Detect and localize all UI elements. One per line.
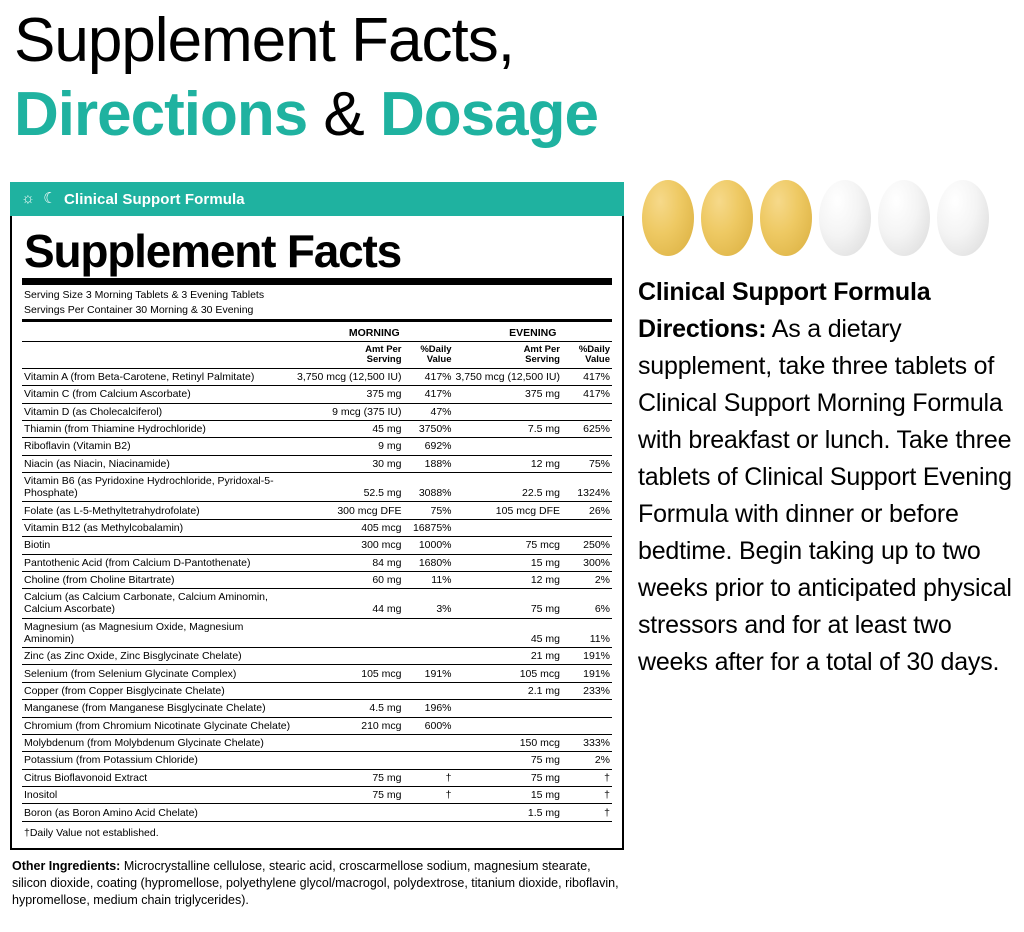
headline-line-1: Supplement Facts, — [14, 6, 514, 75]
morning-amount: 45 mg — [295, 420, 403, 437]
morning-daily-value: 692% — [404, 438, 454, 455]
table-row — [22, 648, 612, 665]
table-row — [22, 438, 612, 455]
nutrient-name: Copper (from Copper Bisglycinate Chelate) — [22, 682, 295, 699]
evening-amount — [454, 403, 562, 420]
table-row — [22, 502, 612, 519]
evening-daily-value — [562, 700, 612, 717]
tablet-images — [638, 180, 1016, 256]
morning-amount: 75 mg — [295, 787, 403, 804]
evening-daily-value: 6% — [562, 589, 612, 618]
header-dv-line2-evening: Value — [585, 354, 610, 366]
morning-amount — [295, 804, 403, 821]
morning-daily-value — [404, 648, 454, 665]
header-morning-dv — [404, 342, 454, 368]
evening-daily-value — [562, 519, 612, 536]
nutrient-name: Citrus Bioflavonoid Extract — [22, 769, 295, 786]
nutrient-name: Choline (from Choline Bitartrate) — [22, 571, 295, 588]
morning-daily-value: 1680% — [404, 554, 454, 571]
evening-daily-value — [562, 717, 612, 734]
morning-daily-value: 3750% — [404, 420, 454, 437]
table-row — [22, 734, 612, 751]
evening-daily-value: † — [562, 804, 612, 821]
evening-daily-value: 417% — [562, 368, 612, 385]
evening-daily-value: 1324% — [562, 473, 612, 502]
supplement-facts-box — [10, 216, 624, 850]
nutrient-name: Vitamin B12 (as Methylcobalamin) — [22, 519, 295, 536]
directions-text — [638, 274, 1016, 681]
evening-amount: 150 mcg — [454, 734, 562, 751]
evening-amount: 12 mg — [454, 571, 562, 588]
evening-amount — [454, 519, 562, 536]
table-row — [22, 368, 612, 385]
other-ingredients-text: Microcrystalline cellulose, stearic acid, croscarmellose sodium, magnesium stearate, silicon dioxide, coating (hypromellose, polyethylene glycol/macrogol, polydextrose, titanium dioxide, riboflavin, hypromellose, medium chain triglycerides). — [12, 858, 619, 907]
morning-amount: 60 mg — [295, 571, 403, 588]
morning-amount: 84 mg — [295, 554, 403, 571]
directions-title: Clinical Support Formula Directions: — [638, 278, 931, 343]
morning-daily-value: 3% — [404, 589, 454, 618]
header-evening-dv — [562, 342, 612, 368]
content-area — [0, 152, 1024, 909]
nutrient-name: Calcium (as Calcium Carbonate, Calcium Aminomin, Calcium Ascorbate) — [22, 589, 295, 618]
morning-daily-value: 191% — [404, 665, 454, 682]
evening-amount: 75 mg — [454, 769, 562, 786]
evening-amount: 15 mg — [454, 554, 562, 571]
morning-amount: 75 mg — [295, 769, 403, 786]
nutrient-name: Riboflavin (Vitamin B2) — [22, 438, 295, 455]
morning-amount: 9 mg — [295, 438, 403, 455]
table-row — [22, 386, 612, 403]
evening-daily-value — [562, 438, 612, 455]
header-dv-line1-evening: %Daily — [578, 343, 610, 355]
other-ingredients-label: Other Ingredients: — [12, 858, 121, 873]
nutrient-name: Vitamin D (as Cholecalciferol) — [22, 403, 295, 420]
header-dv-line2: Value — [426, 354, 452, 366]
tablet-gold-2 — [701, 180, 753, 256]
clinical-support-formula-label: Clinical Support Formula — [64, 190, 245, 208]
nutrient-name: Magnesium (as Magnesium Oxide, Magnesium Aminomin) — [22, 618, 295, 647]
table-row — [22, 665, 612, 682]
morning-daily-value: 188% — [404, 455, 454, 472]
evening-daily-value: 333% — [562, 734, 612, 751]
header-amt-line1-evening: Amt Per — [523, 343, 560, 355]
tablet-gold-3 — [760, 180, 812, 256]
morning-amount: 405 mcg — [295, 519, 403, 536]
morning-daily-value: 16875% — [404, 519, 454, 536]
moon-icon: ☾ — [43, 190, 57, 207]
nutrient-name: Pantothenic Acid (from Calcium D-Pantothenate) — [22, 554, 295, 571]
morning-amount: 44 mg — [295, 589, 403, 618]
nutrient-name: Thiamin (from Thiamine Hydrochloride) — [22, 420, 295, 437]
headline-directions: Directions — [14, 80, 308, 149]
evening-daily-value: 11% — [562, 618, 612, 647]
morning-daily-value: 75% — [404, 502, 454, 519]
morning-daily-value: 47% — [404, 403, 454, 420]
nutrient-name: Vitamin A (from Beta-Carotene, Retinyl Palmitate) — [22, 368, 295, 385]
evening-amount: 105 mcg — [454, 665, 562, 682]
header-amt-line1: Amt Per — [365, 343, 402, 355]
evening-amount: 75 mcg — [454, 537, 562, 554]
evening-daily-value: † — [562, 769, 612, 786]
nutrient-name: Vitamin B6 (as Pyridoxine Hydrochloride, Pyridoxal-5-Phosphate) — [22, 473, 295, 502]
morning-daily-value — [404, 734, 454, 751]
header-morning: MORNING — [295, 325, 453, 342]
nutrient-name: Vitamin C (from Calcium Ascorbate) — [22, 386, 295, 403]
headline-dosage: Dosage — [380, 80, 598, 149]
nutrient-name: Niacin (as Niacin, Niacinamide) — [22, 455, 295, 472]
headline-ampersand: & — [307, 80, 381, 149]
daily-value-footnote: †Daily Value not established. — [24, 826, 159, 839]
evening-amount — [454, 700, 562, 717]
table-row — [22, 618, 612, 647]
evening-daily-value: 250% — [562, 537, 612, 554]
supplement-facts-rows — [22, 368, 612, 821]
evening-amount: 375 mg — [454, 386, 562, 403]
nutrient-name: Folate (as L-5-Methyltetrahydrofolate) — [22, 502, 295, 519]
evening-daily-value: 75% — [562, 455, 612, 472]
sun-icon: ☼ — [21, 190, 35, 207]
table-row — [22, 519, 612, 536]
header-dv-line1: %Daily — [420, 343, 452, 355]
evening-daily-value: † — [562, 787, 612, 804]
evening-daily-value — [562, 403, 612, 420]
table-row — [22, 571, 612, 588]
table-row — [22, 804, 612, 821]
morning-daily-value — [404, 804, 454, 821]
table-row — [22, 700, 612, 717]
page-title — [0, 0, 1024, 152]
tablet-white-6 — [937, 180, 989, 256]
nutrient-name: Molybdenum (from Molybdenum Glycinate Chelate) — [22, 734, 295, 751]
morning-amount — [295, 682, 403, 699]
divider-medium — [22, 319, 612, 322]
morning-daily-value: 417% — [404, 368, 454, 385]
morning-daily-value: 3088% — [404, 473, 454, 502]
table-row — [22, 537, 612, 554]
evening-daily-value: 417% — [562, 386, 612, 403]
morning-daily-value: 417% — [404, 386, 454, 403]
morning-amount: 375 mg — [295, 386, 403, 403]
serving-size: Serving Size 3 Morning Tablets & 3 Evening Tablets — [24, 289, 265, 301]
evening-amount: 7.5 mg — [454, 420, 562, 437]
evening-amount: 12 mg — [454, 455, 562, 472]
directions-panel — [638, 182, 1024, 681]
evening-amount: 3,750 mcg (12,500 IU) — [454, 368, 562, 385]
morning-daily-value: 196% — [404, 700, 454, 717]
evening-daily-value: 233% — [562, 682, 612, 699]
header-evening: EVENING — [454, 325, 612, 342]
evening-amount: 2.1 mg — [454, 682, 562, 699]
clinical-support-formula-bar — [10, 182, 624, 216]
evening-daily-value: 191% — [562, 665, 612, 682]
evening-amount — [454, 438, 562, 455]
morning-daily-value: 11% — [404, 571, 454, 588]
evening-daily-value: 300% — [562, 554, 612, 571]
table-row — [22, 769, 612, 786]
table-row — [22, 752, 612, 769]
morning-amount: 300 mcg — [295, 537, 403, 554]
morning-amount: 30 mg — [295, 455, 403, 472]
table-row — [22, 554, 612, 571]
evening-daily-value: 2% — [562, 571, 612, 588]
morning-daily-value: † — [404, 787, 454, 804]
evening-amount: 1.5 mg — [454, 804, 562, 821]
evening-amount: 45 mg — [454, 618, 562, 647]
evening-amount — [454, 717, 562, 734]
header-amt-line2: Serving — [366, 354, 402, 366]
divider-thick-top — [22, 278, 612, 285]
evening-daily-value: 625% — [562, 420, 612, 437]
table-row — [22, 589, 612, 618]
morning-daily-value: 1000% — [404, 537, 454, 554]
morning-daily-value: † — [404, 769, 454, 786]
tablet-white-5 — [878, 180, 930, 256]
morning-amount — [295, 648, 403, 665]
morning-amount: 300 mcg DFE — [295, 502, 403, 519]
evening-amount: 105 mcg DFE — [454, 502, 562, 519]
morning-amount — [295, 618, 403, 647]
table-row — [22, 420, 612, 437]
directions-body: As a dietary supplement, take three tablets of Clinical Support Morning Formula with breakfast or lunch. Take three tablets of Clinical Support Evening Formula with dinner or before bedtime. Begin taking up to two weeks prior to anticipated physical stressors and for at least two weeks after for a total of 30 days. — [638, 315, 1012, 676]
morning-amount: 3,750 mcg (12,500 IU) — [295, 368, 403, 385]
evening-daily-value: 2% — [562, 752, 612, 769]
morning-amount: 4.5 mg — [295, 700, 403, 717]
evening-amount: 21 mg — [454, 648, 562, 665]
table-row — [22, 455, 612, 472]
morning-daily-value — [404, 618, 454, 647]
table-row — [22, 717, 612, 734]
tablet-white-4 — [819, 180, 871, 256]
nutrient-name: Boron (as Boron Amino Acid Chelate) — [22, 804, 295, 821]
nutrient-name: Zinc (as Zinc Oxide, Zinc Bisglycinate Chelate) — [22, 648, 295, 665]
morning-amount: 210 mcg — [295, 717, 403, 734]
table-row — [22, 403, 612, 420]
headline-line-2 — [14, 78, 1024, 152]
evening-daily-value: 26% — [562, 502, 612, 519]
supplement-facts-title: Supplement Facts — [24, 225, 401, 277]
morning-daily-value: 600% — [404, 717, 454, 734]
morning-amount: 52.5 mg — [295, 473, 403, 502]
supplement-facts-panel — [10, 182, 624, 909]
table-row — [22, 787, 612, 804]
morning-daily-value — [404, 752, 454, 769]
morning-amount: 9 mcg (375 IU) — [295, 403, 403, 420]
table-header-group-row — [22, 325, 612, 342]
supplement-facts-table — [22, 325, 612, 822]
morning-amount: 105 mcg — [295, 665, 403, 682]
table-row — [22, 682, 612, 699]
nutrient-name: Potassium (from Potassium Chloride) — [22, 752, 295, 769]
morning-daily-value — [404, 682, 454, 699]
header-morning-amt — [295, 342, 403, 368]
header-amt-line2-evening: Serving — [525, 354, 560, 366]
nutrient-name: Inositol — [22, 787, 295, 804]
evening-amount: 75 mg — [454, 752, 562, 769]
table-row — [22, 473, 612, 502]
other-ingredients — [12, 858, 622, 909]
table-header-sub-row — [22, 342, 612, 368]
tablet-gold-1 — [642, 180, 694, 256]
header-evening-amt — [454, 342, 562, 368]
nutrient-name: Chromium (from Chromium Nicotinate Glycinate Chelate) — [22, 717, 295, 734]
evening-amount: 75 mg — [454, 589, 562, 618]
nutrient-name: Biotin — [22, 537, 295, 554]
evening-amount: 22.5 mg — [454, 473, 562, 502]
morning-amount — [295, 734, 403, 751]
morning-amount — [295, 752, 403, 769]
nutrient-name: Selenium (from Selenium Glycinate Complex) — [22, 665, 295, 682]
evening-amount: 15 mg — [454, 787, 562, 804]
servings-per-container: Servings Per Container 30 Morning & 30 Evening — [24, 304, 254, 316]
nutrient-name: Manganese (from Manganese Bisglycinate Chelate) — [22, 700, 295, 717]
evening-daily-value: 191% — [562, 648, 612, 665]
